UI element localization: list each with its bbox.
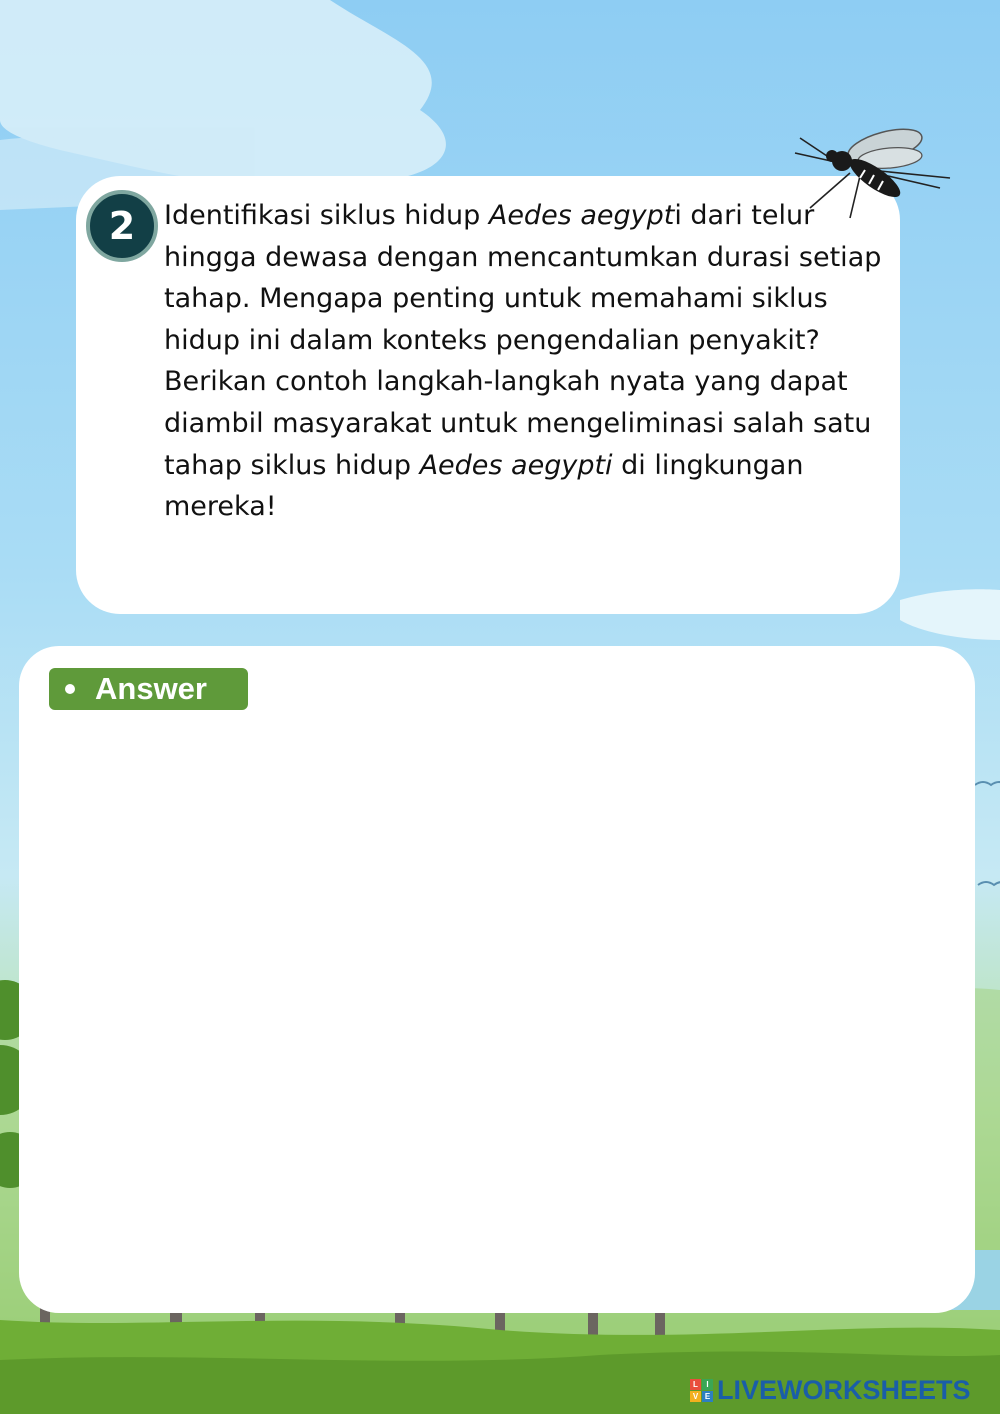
question-segment: i dari telur hingga dewasa dengan mencantumkan durasi setiap tahap. Mengapa penting untuk memahami siklus hidup ini dalam konteks pengendalian penyakit? Berikan contoh langkah-langkah nyata yang dapat diambil masyarakat untuk mengeliminasi salah satu tahap siklus hidup bbox=[164, 200, 882, 481]
liveworksheets-watermark bbox=[690, 1374, 971, 1406]
species-name: Aedes aegypt bbox=[488, 200, 675, 231]
answer-input-area[interactable] bbox=[50, 725, 950, 1285]
answer-label: Answer bbox=[95, 671, 207, 706]
answer-label-tag bbox=[49, 668, 248, 710]
bullet-icon bbox=[65, 684, 75, 694]
question-segment: di lingkungan mereka! bbox=[164, 449, 804, 523]
liveworksheets-logo-icon: L I V E bbox=[690, 1379, 713, 1402]
question-segment: Identifikasi siklus hidup bbox=[164, 200, 489, 231]
question-number-badge: 2 bbox=[86, 190, 158, 262]
species-name: Aedes aegypti bbox=[419, 449, 613, 481]
question-text bbox=[164, 195, 884, 528]
watermark-text: LIVEWORKSHEETS bbox=[717, 1374, 971, 1405]
